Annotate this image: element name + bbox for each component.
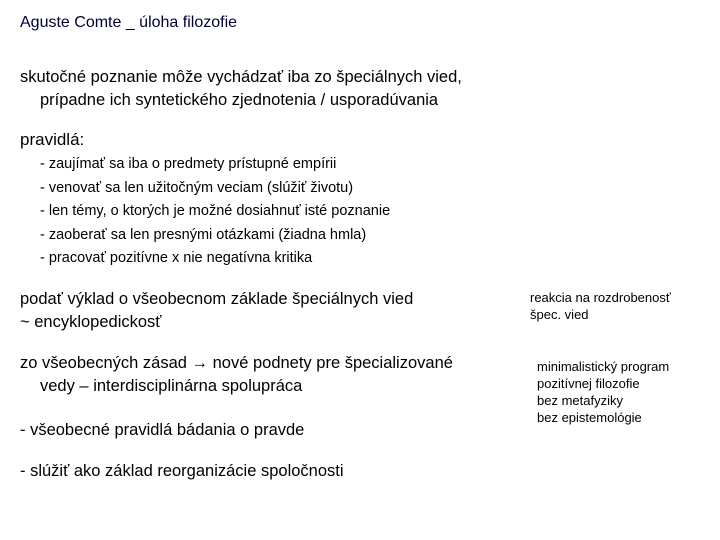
rule-item: - zaoberať sa len presnými otázkami (žiadna hmla) (40, 226, 367, 243)
rules-heading: pravidlá: (20, 130, 85, 149)
rule-item: - len témy, o ktorých je možné dosiahnuť isté poznanie (40, 203, 391, 219)
paragraph-encyclopedic (20, 288, 413, 334)
rule-item: - zaujímať sa iba o predmety prístupné empírii (40, 156, 337, 172)
paragraph-encyclopedic-line1: podať výklad o všeobecnom základe špeciálnych vied (20, 290, 414, 308)
paragraph-interdisciplinary (20, 352, 453, 398)
paragraph-society: - slúžiť ako základ reorganizácie spoločnosti (20, 462, 344, 480)
side-note-program-line: bez metafyziky (537, 393, 623, 408)
paragraph-knowledge-line1: skutočné poznanie môže vychádzať iba zo špeciálnych vied, (20, 68, 462, 86)
slide-title: Aguste Comte _ úloha filozofie (20, 14, 238, 31)
paragraph-research-rules: - všeobecné pravidlá bádania o pravde (20, 421, 305, 439)
side-note-program-line: pozitívnej filozofie (537, 376, 640, 391)
side-note-reaction-line2: špec. vied (530, 307, 589, 322)
side-note-reaction (530, 289, 671, 323)
rule-item: - venovať sa len užitočným veciam (slúžiť životu) (40, 179, 354, 196)
paragraph-interdisciplinary-line2: vedy – interdisciplinárna spolupráca (40, 377, 303, 395)
side-note-program-line: minimalistický program (537, 359, 670, 374)
paragraph-knowledge-line2: prípadne ich syntetického zjednotenia / usporadúvania (40, 91, 439, 109)
side-note-program-line: bez epistemológie (537, 410, 642, 425)
rule-item: - pracovať pozitívne x nie negatívna kritika (40, 250, 313, 266)
rules-list (40, 153, 390, 271)
paragraph-encyclopedic-line2: ~ encyklopedickosť (20, 313, 162, 331)
paragraph-knowledge (20, 66, 462, 112)
paragraph-interdisciplinary-line1: zo všeobecných zásad → nové podnety pre špecializované (20, 354, 453, 372)
side-note-reaction-line1: reakcia na rozdrobenosť (530, 290, 671, 305)
side-note-program (537, 358, 669, 426)
